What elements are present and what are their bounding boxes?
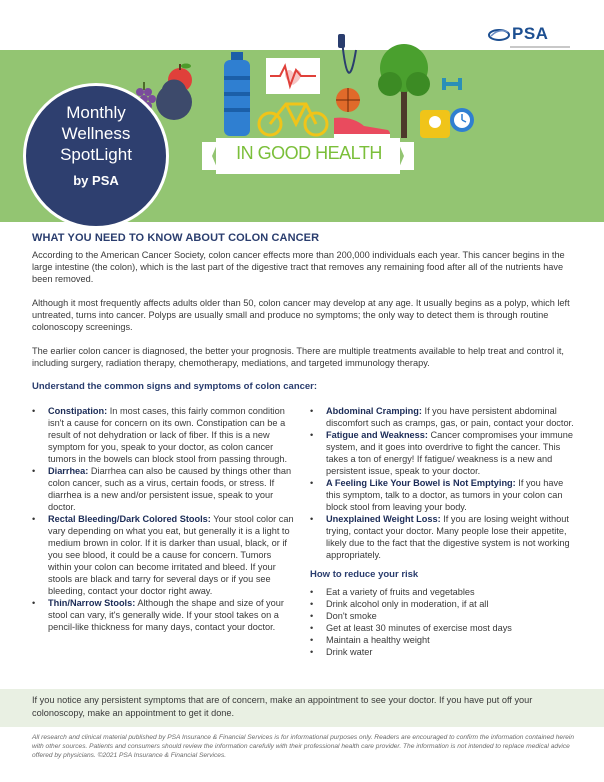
reduce-item: • Get at least 30 minutes of exercise most days xyxy=(310,622,580,634)
reduce-item: • Drink water xyxy=(310,646,580,658)
closing-note: If you notice any persistent symptoms that are of concern, make an appointment to see your doctor. If you have put off your colonoscopy, make an appointment to get it done. xyxy=(32,695,533,718)
badge-title xyxy=(26,102,166,165)
water-bottle-icon xyxy=(224,52,250,136)
stopwatch-icon xyxy=(450,108,474,132)
paragraph: According to the American Cancer Society, colon cancer effects more than 200,000 individuals each year. This cancer begins in the large intestine (the colon), which is the last part of the digestive tract that removes any remaining food after all of the nutrients have been removed. xyxy=(32,250,565,284)
article-intro xyxy=(32,232,577,392)
basketball-icon xyxy=(336,88,360,112)
symptom-item: • Diarrhea: Diarrhea can also be caused by things other than colon cancer, such as a virus, certain foods, or stress. If diarrhea is a new and/or persistent issue, speak to your doctor. xyxy=(32,465,294,513)
badge-title-line: SpotLight xyxy=(60,145,132,164)
symptom-item: • A Feeling Like Your Bowel is Not Emptying: If you have this symptom, talk to a doctor, as tumors in your colon can block stool from leaving your body. xyxy=(310,477,580,513)
dumbbell-icon xyxy=(442,78,462,90)
symptom-item: • Thin/Narrow Stools: Although the shape and size of your stool can vary, it's generally wide. If your stool takes on a pencil-like thickness for many days, contact your doctor. xyxy=(32,597,294,633)
badge-byline: by PSA xyxy=(73,173,119,188)
logo-tagline-rule xyxy=(510,46,570,48)
reduce-item: • Maintain a healthy weight xyxy=(310,634,580,646)
paragraph: Although it most frequently affects adults older than 50, colon cancer may develop at any age. It usually begins as a polyp, which left untreated, turns into cancer. Polyps are usually small and produce no symptoms; the only way to detect them is through routine colonoscopy screenings. xyxy=(32,298,570,332)
reduce-item: • Eat a variety of fruits and vegetables xyxy=(310,586,580,598)
paragraph: The earlier colon cancer is diagnosed, the better your prognosis. There are multiple treatments available to help treat and control it, including surgery, radiation therapy, chemotherapy, mediations, and targeted immunology therapy. xyxy=(32,346,564,368)
symptom-item: • Constipation: In most cases, this fairly common condition isn't a cause for concern on its own. Constipation can be a result of not dehydration or lack of fiber. If this is a new symptom for you, speak to your doctor, as colon cancer tumors in the bowels can block stool from passing through. xyxy=(32,405,294,465)
symptom-item: • Unexplained Weight Loss: If you are losing weight without trying, contact your doctor. Many people lose their appetite, likely due to the fact that the digestive system is not working appropriately. xyxy=(310,513,580,561)
logo-text: PSA xyxy=(512,24,549,43)
psa-logo xyxy=(488,24,548,44)
jump-rope-icon xyxy=(338,34,356,73)
article-title: WHAT YOU NEED TO KNOW ABOUT COLON CANCER xyxy=(32,232,320,244)
sneaker-icon xyxy=(334,118,390,138)
psa-swoosh-icon xyxy=(488,26,510,42)
bicycle-icon xyxy=(259,104,327,135)
symptoms-columns xyxy=(32,405,577,687)
reduce-item: • Don't smoke xyxy=(310,610,580,622)
header xyxy=(0,0,604,222)
badge-title-line: Wellness xyxy=(61,124,131,143)
wellness-badge xyxy=(23,83,169,229)
banner-label: IN GOOD HEALTH xyxy=(236,143,382,163)
symptom-item: • Abdominal Cramping: If you have persistent abdominal discomfort such as cramps, gas, or pain, contact your doctor. xyxy=(310,405,580,429)
reduce-risk-title: How to reduce your risk xyxy=(310,569,419,580)
disclaimer: All research and clinical material published by PSA Insurance & Financial Services is for informational purposes only. Readers are encouraged to confirm the information contained herein with other sources. Patients and consumers should review the information carefully with their professional health care provider. The information is not intended to replace medical advice offered by physicians. ©2021 PSA Insurance & Financial Services. xyxy=(32,734,575,759)
symptom-item: • Rectal Bleeding/Dark Colored Stools: Your stool color can vary depending on what you eat, but generally it is a light to medium brown in color. If it is darker than usual, black, or if you see blood, it could be a cause for concern. Tumors within your colon can become irritated and bleed. If your stools are black and tarry for several days or if you see bleeding, contact your doctor right away. xyxy=(32,513,294,597)
health-illustration xyxy=(120,30,480,140)
scale-icon xyxy=(420,110,450,138)
badge-title-line: Monthly xyxy=(66,103,126,122)
heartbeat-icon xyxy=(266,58,320,94)
symptom-item: • Fatigue and Weakness: Cancer compromises your immune system, and it goes into overdrive to fight the cancer. This takes a ton of energy! If fatigue/ weakness is a new and persistent issue, speak to your doctor. xyxy=(310,429,580,477)
signs-title: Understand the common signs and symptoms of colon cancer: xyxy=(32,381,318,392)
reduce-item: • Drink alcohol only in moderation, if at all xyxy=(310,598,580,610)
symptoms-right xyxy=(310,405,580,658)
symptoms-left xyxy=(32,405,294,633)
